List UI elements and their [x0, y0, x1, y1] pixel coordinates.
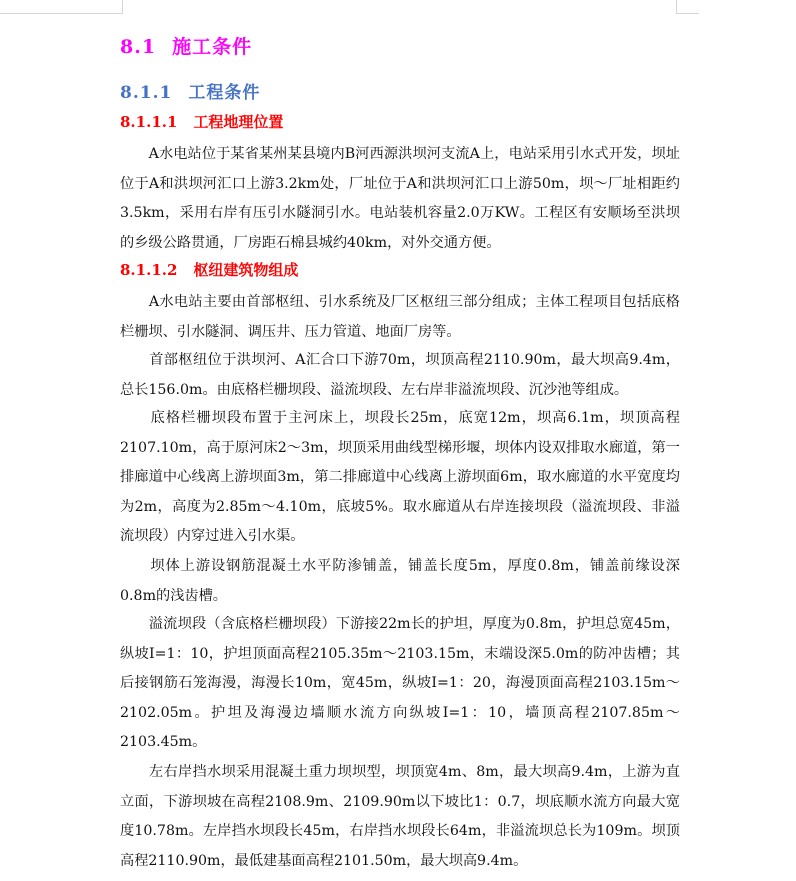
heading-title: 工程条件 — [188, 83, 261, 103]
heading-number: 8.1.1 — [120, 83, 173, 103]
heading-level-2 — [120, 78, 260, 103]
heading-number: 8.1.1.1 — [120, 113, 178, 131]
heading-title: 工程地理位置 — [193, 113, 284, 131]
body-paragraph: 左右岸挡水坝采用混凝土重力坝坝型，坝顶宽4m、8m，最大坝高9.4m，上游为直立面，下游坝坡在高程2108.9m、2109.90m以下坡比1：0.7，坝底顺水流方向最大宽度10.78m。左岸挡水坝段长45m，右岸挡水坝段长64m，非溢流坝总长为109m。坝顶高程2110.90m，最低建基面高程2101.50m，最大坝高9.4m。 — [120, 764, 680, 869]
body-paragraph: A水电站主要由首部枢纽、引水系统及厂区枢纽三部分组成；主体工程项目包括底格栏栅坝、引水隧洞、调压井、压力管道、地面厂房等。 — [120, 294, 680, 340]
body-paragraph: A水电站位于某省某州某县境内B河西源洪坝河支流A上，电站采用引水式开发，坝址位于A和洪坝河汇口上游3.2km处，厂址位于A和洪坝河汇口上游50m，坝～厂址相距约3.5km，采用右岸有压引水隧洞引水。电站装机容量2.0万KW。工程区有安顺场至洪坝的乡级公路贯通，厂房距石棉县城约40km，对外交通方便。 — [120, 146, 680, 251]
heading-level-3 — [120, 111, 283, 132]
heading-title: 枢纽建筑物组成 — [193, 261, 299, 279]
body-paragraph: 首部枢纽位于洪坝河、A汇合口下游70m，坝顶高程2110.90m，最大坝高9.4m，总长156.0m。由底格栏栅坝段、溢流坝段、左右岸非溢流坝段、沉沙池等组成。 — [120, 352, 680, 398]
body-paragraph: 底格栏栅坝段布置于主河床上，坝段长25m，底宽12m，坝高6.1m，坝顶高程2107.10m，高于原河床2～3m，坝顶采用曲线型梯形堰，坝体内设双排取水廊道，第一排廊道中心线离上游坝面3m，第二排廊道中心线离上游坝面6m，取水廊道的水平宽度均为2m，高度为2.85m～4.10m，底坡5%。取水廊道从右岸连接坝段（溢流坝段、非溢流坝段）内穿过进入引水渠。 — [120, 410, 680, 544]
heading-level-1 — [120, 32, 252, 59]
heading-level-3 — [120, 259, 298, 280]
heading-number: 8.1 — [120, 36, 157, 58]
body-paragraph: 坝体上游设钢筋混凝土水平防渗铺盖，铺盖长度5m，厚度0.8m，铺盖前缘设深0.8m的浅齿槽。 — [120, 558, 680, 604]
heading-number: 8.1.1.2 — [120, 261, 178, 279]
page-corner-mark-left — [0, 0, 123, 14]
heading-title: 施工条件 — [172, 36, 253, 58]
body-paragraph: 溢流坝段（含底格栏栅坝段）下游接22m长的护坦，厚度为0.8m，护坦总宽45m，纵坡I=1：10，护坦顶面高程2105.35m～2103.15m，末端设深5.0m的防冲齿槽；其后接钢筋石笼海漫，海漫长10m，宽45m，纵坡I=1：20，海漫顶面高程2103.15m～2102.05m。护坦及海漫边墙顺水流方向纵坡I=1：10，墙顶高程2107.85m～2103.45m。 — [120, 616, 680, 750]
page-corner-mark-right — [676, 0, 699, 14]
